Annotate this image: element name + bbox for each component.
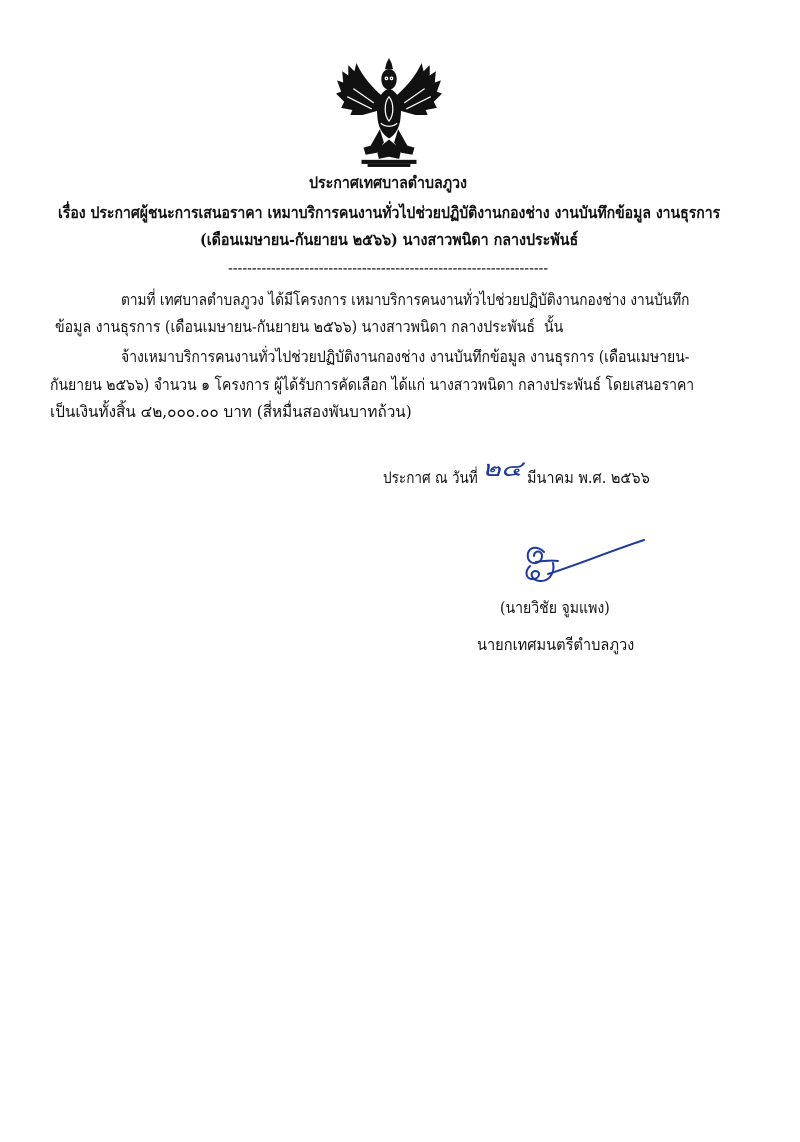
paragraph-2-line-1: จ้างเหมาบริการคนงานทั่วไปช่วยปฏิบัติงานกองช่าง งานบันทึกข้อมูล งานธุรการ (เดือนเมษายน- (121, 347, 690, 366)
signatory-position: นายกเทศมนตรีตำบลภูวง (477, 635, 635, 654)
date-prefix: ประกาศ ณ วันที่ (383, 468, 478, 487)
signatory-name: (นายวิชัย จูมแพง) (500, 598, 610, 617)
date-month-year: มีนาคม พ.ศ. ๒๕๖๖ (527, 468, 650, 487)
handwritten-signature (522, 534, 648, 588)
subject-line-2: (เดือนเมษายน-กันยายน ๒๕๖๖) นางสาวพนิดา กลางประพันธ์ (200, 230, 579, 249)
date-day-handwritten: ๒๔ (482, 457, 523, 482)
garuda-emblem-icon (333, 58, 445, 168)
paragraph-1-line-2: ข้อมูล งานธุรการ (เดือนเมษายน-กันยายน ๒๕๖๖) นางสาวพนิดา กลางประพันธ์ นั้น (55, 317, 564, 336)
document-title: ประกาศเทศบาลตำบลภูวง (309, 173, 467, 192)
separator-line: ------------------------------------------------------------------- (228, 258, 549, 277)
paragraph-1-line-1: ตามที่ เทศบาลตำบลภูวง ได้มีโครงการ เหมาบริการคนงานทั่วไปช่วยปฏิบัติงานกองช่าง งานบันทึก (121, 290, 690, 309)
subject-line-1: เรื่อง ประกาศผู้ชนะการเสนอราคา เหมาบริการคนงานทั่วไปช่วยปฏิบัติงานกองช่าง งานบันทึกข้อมูล งานธุรการ (58, 203, 721, 222)
paragraph-2-line-3: เป็นเงินทั้งสิ้น ๔๒,๐๐๐.๐๐ บาท (สี่หมื่นสองพันบาทถ้วน) (50, 402, 412, 421)
paragraph-2-line-2: กันยายน ๒๕๖๖) จำนวน ๑ โครงการ ผู้ได้รับการคัดเลือก ได้แก่ นางสาวพนิดา กลางประพันธ์ โดยเสนอราคา (50, 375, 695, 394)
